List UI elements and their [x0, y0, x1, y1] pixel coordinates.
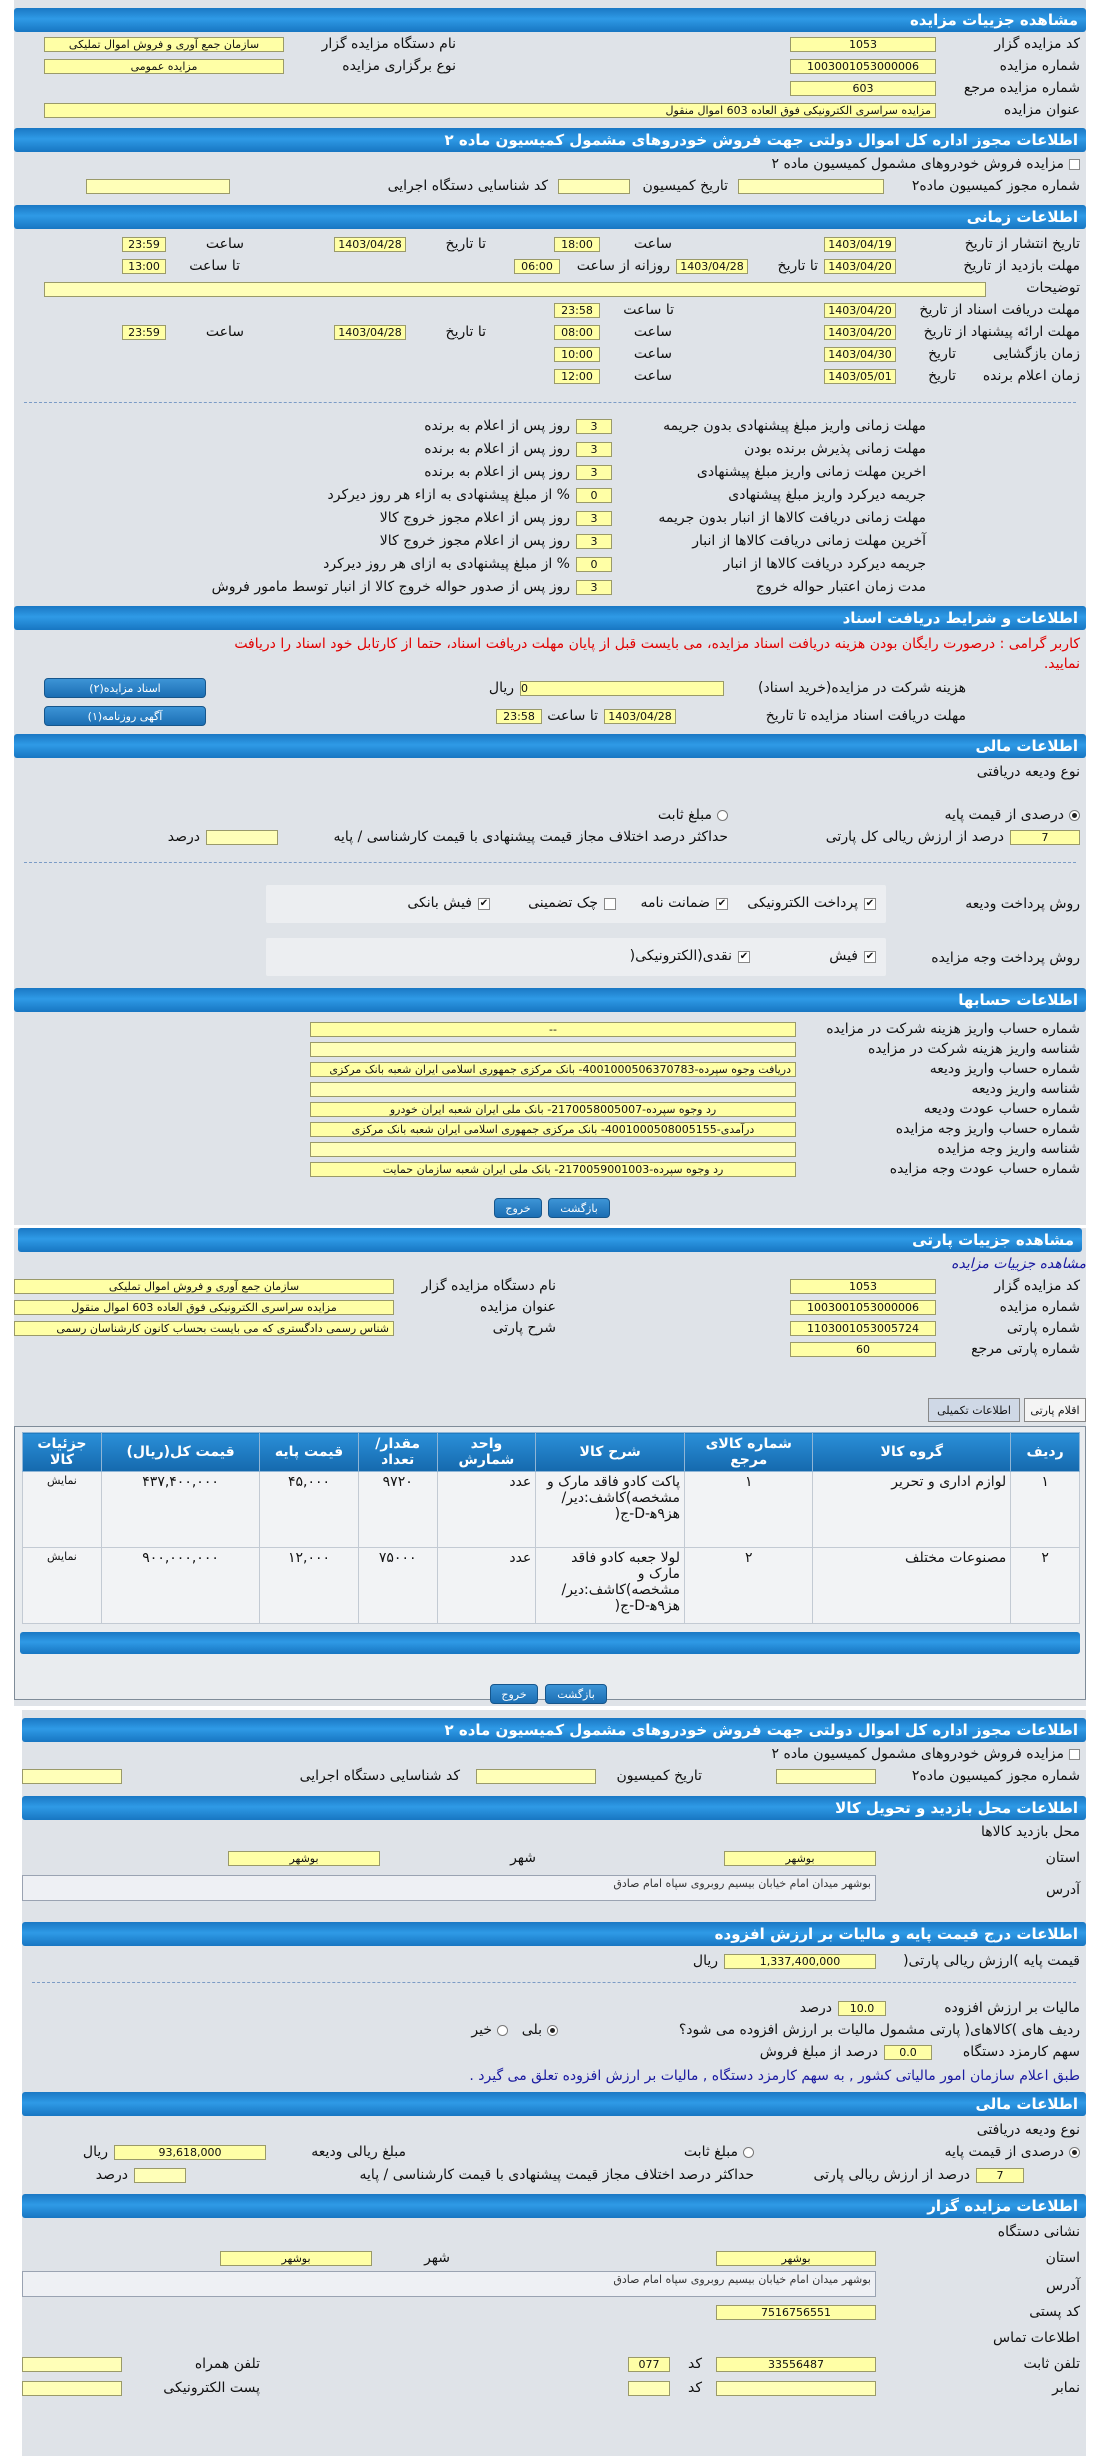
divider [32, 1982, 1076, 1983]
max-diff-unit: درصد [167, 829, 200, 845]
cell-desc: لولا جعبه کادو فاقد مارک و مشخصه)کاشف:دیر/ه‍ز۹ه‍-D-ج( [536, 1548, 685, 1624]
cell-base-price: ۱۲,۰۰۰ [260, 1548, 359, 1624]
tab-extra-info[interactable]: اطلاعات تکمیلی [928, 1398, 1020, 1422]
back-button[interactable]: بازگشت [545, 1684, 607, 1704]
docs-deadline-date-field: 1403/04/28 [604, 709, 676, 724]
open-date-label: تاریخ [928, 346, 956, 362]
show-details-link[interactable]: نمایش [23, 1472, 102, 1548]
party-address-label: آدرس [1046, 1882, 1080, 1898]
col-desc: شرح کالا [536, 1433, 685, 1472]
vat-label: مالیات بر ارزش افزوده [944, 2000, 1080, 2016]
permit-checkbox[interactable] [1069, 159, 1080, 170]
account-2-label: شناسه واریز هزینه شرکت در مزایده [867, 1041, 1080, 1057]
postal-code-field: 7516756551 [716, 2305, 876, 2320]
party-no-field: 1103001053005724 [790, 1321, 936, 1336]
deadline-8-unit: روز پس از صدور حواله خروج کالا از انبار توسط مامور فروش [211, 579, 570, 595]
deadline-1-label: مهلت زمانی واریز مبلغ پیشنهادی بدون جریمه [663, 418, 926, 434]
party-ref-field: 60 [790, 1342, 936, 1357]
party-extra-panel [22, 1710, 1086, 2456]
newspaper-ad-button[interactable]: آگهی روزنامه(۱) [44, 706, 206, 726]
pay-slip-checkbox[interactable]: ✔ [479, 898, 489, 909]
open-hour-field: 10:00 [554, 347, 600, 362]
party-no-label: شماره پارتی [1006, 1320, 1080, 1336]
exec-id-field-2 [22, 1769, 122, 1784]
party-city-label: شهر [510, 1850, 536, 1866]
base-price-label: قیمت پایه )ارزش ریالی پارتی( [903, 1953, 1080, 1969]
deposit-pct-field-2: 7 [976, 2168, 1024, 2183]
org-address-label: آدرس [1046, 2278, 1080, 2294]
pay-cash-label: نقدی(الکترونیکی( [629, 948, 732, 964]
org-name-label: نام دستگاه مزایده گزار [321, 36, 456, 52]
commission-date-label: تاریخ کمیسیون [642, 178, 728, 194]
deadline-7-field: 0 [576, 557, 612, 572]
pub-to-hour-label: ساعت [205, 236, 244, 252]
party-province-label: استان [1045, 1850, 1080, 1866]
vat-no-label: خیر [471, 2022, 492, 2038]
deadline-7-unit: % از مبلغ پیشنهادی به ازای هر روز دیرکرد [323, 556, 570, 572]
bid-hour-field: 08:00 [554, 325, 600, 340]
table-row [23, 1472, 1080, 1548]
party-details-panel [14, 1228, 1086, 1706]
bid-to-hour-label: ساعت [205, 324, 244, 340]
pct-base-label: درصدی از قیمت پایه [944, 807, 1064, 823]
permit-no-field-2 [776, 1769, 876, 1784]
auction-type-label: نوع برگزاری مزایده [342, 58, 456, 74]
visit-from-label: مهلت بازدید از تاریخ [963, 258, 1080, 274]
org-province-field: بوشهر [716, 2251, 876, 2266]
deadline-1-unit: روز پس از اعلام به برنده [424, 418, 570, 434]
open-hour-label: ساعت [633, 346, 672, 362]
fixed-amount-radio-2[interactable] [743, 2147, 754, 2158]
account-3-field: دریافت وجوه سپرده-4001000506370783- بانک مرکزی جمهوری اسلامی ایران شعبه بانک مرکزی [310, 1062, 796, 1077]
exec-id-field [86, 179, 230, 194]
pay-fish-checkbox[interactable]: ✔ [865, 951, 875, 962]
fax-label: نمابر [1052, 2380, 1080, 2396]
base-price-field: 1,337,400,000 [724, 1954, 876, 1969]
party-city-field: بوشهر [228, 1851, 380, 1866]
fixed-amount-radio[interactable] [717, 810, 728, 821]
items-header-row [23, 1433, 1080, 1472]
permit-checkbox-label: مزایده فروش خودروهای مشمول کمیسیون ماده ۲ [771, 156, 1064, 172]
deadline-4-field: 0 [576, 488, 612, 503]
winner-hour-field: 12:00 [554, 369, 600, 384]
deadline-5-unit: روز پس از اعلام مجوز خروج کالا [379, 510, 570, 526]
auction-pay-methods-box [266, 938, 886, 976]
pay-slip-label: فیش بانکی [407, 895, 472, 911]
deposit-pct-unit-2: درصد از ارزش ریالی پارتی [813, 2167, 970, 2183]
account-3-label: شماره حساب واریز ودیعه [929, 1061, 1080, 1077]
fee-share-unit: درصد از مبلغ فروش [759, 2044, 878, 2060]
deadline-3-unit: روز پس از اعلام به برنده [424, 464, 570, 480]
pub-to-field: 1403/04/28 [334, 237, 406, 252]
party-org-name-label: نام دستگاه مزایده گزار [421, 1278, 556, 1294]
exec-id-label: کد شناسایی دستگاه اجرایی [387, 178, 548, 194]
max-diff-field [206, 830, 278, 845]
party-auction-no-label: شماره مزایده [999, 1299, 1080, 1315]
deadline-8-field: 3 [576, 580, 612, 595]
divider [24, 862, 1076, 863]
docs-deadline-sep: تا ساعت [547, 708, 598, 724]
party-address-field: بوشهر میدان امام خیابان بیسیم روبروی سپاه امام صادق [22, 1875, 876, 1901]
visit-to-label: تا تاریخ [777, 258, 818, 274]
party-org-code-field: 1053 [790, 1279, 936, 1294]
deposit-amount-unit: ریال [82, 2144, 108, 2160]
cell-desc: پاکت کادو فاقد مارک و مشخصه)کاشف:دیر/ه‍ز۹ه‍-D-ج( [536, 1472, 685, 1548]
deadline-2-unit: روز پس از اعلام به برنده [424, 441, 570, 457]
desc-label: توضیحات [1026, 280, 1080, 296]
commission-date-field-2 [476, 1769, 596, 1784]
max-diff-label-2: حداکثر درصد اختلاف مجاز قیمت پیشنهادی با قیمت کارشناسی / پایه [359, 2167, 754, 2183]
cell-row-no: ۲ [1011, 1548, 1080, 1624]
vat-note: طبق اعلام سازمان امور مالیاتی کشور , به سهم کارمزد دستگاه , مالیات بر ارزش افزوده تعلق می گیرد . [469, 2068, 1080, 2084]
cell-row-no: ۱ [1011, 1472, 1080, 1548]
pay-guarantee-checkbox[interactable]: ✔ [717, 898, 727, 909]
section-header-permit-2: اطلاعات مجوز اداره کل اموال دولتی جهت فروش خودروهای مشمول کمیسیون ماده ۲ [22, 1718, 1086, 1742]
deadline-7-label: جریمه دیرکرد دریافت کالاها از انبار [723, 556, 926, 572]
docs-deadline-hour-field: 23:58 [496, 709, 542, 724]
bid-to-field: 1403/04/28 [334, 325, 406, 340]
exit-button[interactable]: خروج [494, 1198, 542, 1218]
base-price-unit: ریال [692, 1953, 718, 1969]
col-base-price: قیمت پایه [260, 1433, 359, 1472]
section-header-visit: اطلاعات محل بازدید و تحویل کالا [22, 1796, 1086, 1820]
vat-question-label: ردیف های )کالاهای( پارتی مشمول مالیات بر ارزش افزوده می شود؟ [678, 2022, 1080, 2038]
col-total: قیمت کل(ریال) [101, 1433, 259, 1472]
section-header-accounts: اطلاعات حسابها [14, 988, 1086, 1012]
party-ref-label: شماره پارتی مرجع [971, 1341, 1080, 1357]
doc-deadline-label: مهلت دریافت اسناد از تاریخ [919, 302, 1080, 318]
deposit-amount-field: 93,618,000 [114, 2145, 266, 2160]
deadline-5-field: 3 [576, 511, 612, 526]
mobile-label: تلفن همراه [194, 2356, 260, 2372]
col-unit: واحد شمارش [437, 1433, 536, 1472]
doc-deadline-field: 1403/04/20 [824, 303, 896, 318]
pay-fish-label: فیش [829, 948, 858, 964]
winner-date-field: 1403/05/01 [824, 369, 896, 384]
section-header-finance: اطلاعات مالی [14, 734, 1086, 758]
cell-qty: ۹۷۲۰ [358, 1472, 437, 1548]
tab-party-items[interactable]: اقلام پارتی [1024, 1398, 1086, 1422]
account-5-label: شماره حساب عودت ودیعه [923, 1101, 1080, 1117]
section-header-time: اطلاعات زمانی [14, 205, 1086, 229]
fixed-amount-label: مبلغ ثابت [657, 807, 712, 823]
visit-place-label: محل بازدید کالاها [980, 1824, 1080, 1840]
deposit-type-label-2: نوع ودیعه دریافتی [976, 2122, 1080, 2138]
account-6-label: شماره حساب واریز وجه مزایده [895, 1121, 1080, 1137]
max-diff-field-2 [134, 2168, 186, 2183]
permit-no-field [738, 179, 884, 194]
pub-hour-field: 18:00 [554, 237, 600, 252]
pub-from-label: تاریخ انتشار از تاریخ [964, 236, 1080, 252]
daily-from-field: 06:00 [514, 259, 560, 274]
mobile-field [22, 2357, 122, 2372]
account-6-field: درآمدی-4001000508005155- بانک مرکزی جمهوری اسلامی ایران شعبه بانک مرکزی [310, 1122, 796, 1137]
account-4-label: شناسه واریز ودیعه [971, 1081, 1080, 1097]
deposit-type-label: نوع ودیعه دریافتی [976, 764, 1080, 780]
party-org-name-field: سازمان جمع آوری و فروش اموال تملیکی [14, 1279, 394, 1294]
bid-from-label: مهلت ارائه پیشنهاد از تاریخ [923, 324, 1080, 340]
col-details: جزئیات کالا [23, 1433, 102, 1472]
section-header-finance-2: اطلاعات مالی [22, 2092, 1086, 2116]
ref-no-field: 603 [790, 81, 936, 96]
party-province-field: بوشهر [724, 1851, 876, 1866]
docs-deadline-label: مهلت دریافت اسناد مزایده تا تاریخ [765, 708, 966, 724]
permit-checkbox-2[interactable] [1069, 1749, 1080, 1760]
cell-total: ۹۰۰,۰۰۰,۰۰۰ [101, 1548, 259, 1624]
deadline-6-label: آخرین مهلت زمانی دریافت کالاها از انبار [692, 533, 926, 549]
cell-ref-item: ۱ [685, 1472, 813, 1548]
back-button[interactable]: بازگشت [548, 1198, 610, 1218]
cell-ref-item: ۲ [685, 1548, 813, 1624]
auction-no-field: 1003001053000006 [790, 59, 936, 74]
docs-fee-unit: ریال [488, 680, 514, 696]
deposit-amount-label: مبلغ ریالی ودیعه [311, 2144, 406, 2160]
deadline-2-label: مهلت زمانی پذیرش برنده بودن [743, 441, 926, 457]
pay-guarantee-label: ضمانت نامه [640, 895, 710, 911]
open-date-field: 1403/04/30 [824, 347, 896, 362]
phone-code-label: کد [687, 2356, 702, 2372]
col-row-no: ردیف [1011, 1433, 1080, 1472]
section-header-details: مشاهده جزییات مزایده [14, 8, 1086, 32]
org-name-field: سازمان جمع آوری و فروش اموال تملیکی [44, 37, 284, 52]
deposit-pct-unit: درصد از ارزش ریالی کل پارتی [825, 829, 1004, 845]
winner-time-label: زمان اعلام برنده [982, 368, 1080, 384]
pub-hour-label: ساعت [633, 236, 672, 252]
max-diff-unit-2: درصد [95, 2167, 128, 2183]
permit-checkbox-label-2: مزایده فروش خودروهای مشمول کمیسیون ماده ۲ [771, 1746, 1064, 1762]
winner-hour-label: ساعت [633, 368, 672, 384]
org-address-field: بوشهر میدان امام خیابان بیسیم روبروی سپاه امام صادق [22, 2271, 876, 2297]
daily-to-field: 13:00 [122, 259, 166, 274]
vat-yes-label: بلی [521, 2022, 542, 2038]
doc-deadline-hour-field: 23:58 [554, 303, 600, 318]
org-city-field: بوشهر [220, 2251, 372, 2266]
account-1-field: -- [310, 1022, 796, 1037]
max-diff-label: حداکثر درصد اختلاف مجاز قیمت پیشنهادی با قیمت کارشناسی / پایه [333, 829, 728, 845]
deadline-8-label: مدت زمان اعتبار حواله خروج [755, 579, 926, 595]
bid-from-field: 1403/04/20 [824, 325, 896, 340]
party-title-label: عنوان مزایده [479, 1299, 556, 1315]
fax-field [716, 2381, 876, 2396]
cell-unit: عدد [437, 1548, 536, 1624]
section-header-docs: اطلاعات و شرایط دریافت اسناد [14, 606, 1086, 630]
deposit-pay-method-label: روش پرداخت ودیعه [965, 896, 1080, 912]
table-footer-bar [20, 1632, 1080, 1654]
daily-from-label: روزانه از ساعت [576, 258, 670, 274]
cell-qty: ۷۵۰۰۰ [358, 1548, 437, 1624]
account-7-field [310, 1142, 796, 1157]
cell-total: ۴۳۷,۴۰۰,۰۰۰ [101, 1472, 259, 1548]
divider [24, 402, 1076, 403]
party-desc-label: شرح پارتی [492, 1320, 556, 1336]
phone-label: تلفن ثابت [1023, 2356, 1080, 2372]
pub-to-hour-field: 23:59 [122, 237, 166, 252]
ref-no-label: شماره مزایده مرجع [963, 80, 1080, 96]
cell-base-price: ۴۵,۰۰۰ [260, 1472, 359, 1548]
visit-to-field: 1403/04/28 [676, 259, 748, 274]
email-field [22, 2381, 122, 2396]
account-1-label: شماره حساب واریز هزینه شرکت در مزایده [826, 1021, 1080, 1037]
postal-code-label: کد پستی [1029, 2304, 1080, 2320]
deposit-pct-field: 7 [1010, 830, 1080, 845]
winner-date-label: تاریخ [928, 368, 956, 384]
org-code-label: کد مزایده گزار [994, 36, 1080, 52]
pay-electronic-checkbox[interactable]: ✔ [865, 898, 875, 909]
bid-to-label: تا تاریخ [445, 324, 486, 340]
permit-no-label: شماره مجوز کمیسیون ماده۲ [911, 178, 1080, 194]
org-province-label: استان [1045, 2250, 1080, 2266]
fax-code-label: کد [687, 2380, 702, 2396]
title-label: عنوان مزایده [1003, 102, 1080, 118]
cell-unit: عدد [437, 1472, 536, 1548]
pay-cheque-label: چک تضمینی [528, 895, 598, 911]
party-desc-field: شناس رسمی دادگستری که می بایست بحساب کانون کارشناسان رسمی [14, 1321, 394, 1336]
auction-no-label: شماره مزایده [999, 58, 1080, 74]
vat-unit: درصد [799, 2000, 832, 2016]
docs-fee-label: هزینه شرکت در مزایده(خرید اسناد) [758, 680, 966, 696]
pct-base-radio-2[interactable] [1069, 2147, 1080, 2158]
col-qty: مقدار/ تعداد [358, 1433, 437, 1472]
party-org-code-label: کد مزایده گزار [994, 1278, 1080, 1294]
items-table [22, 1432, 1080, 1624]
auction-type-field: مزایده عمومی [44, 59, 284, 74]
pay-cash-checkbox[interactable]: ✔ [739, 951, 749, 962]
account-7-label: شناسه واریز وجه مزایده [937, 1141, 1080, 1157]
doc-deadline-to-label: تا ساعت [623, 302, 674, 318]
open-time-label: زمان بازگشایی [992, 346, 1080, 362]
vat-yes-radio[interactable] [547, 2025, 558, 2036]
deadline-4-label: جریمه دیرکرد واریز مبلغ پیشنهادی [728, 487, 926, 503]
exit-button[interactable]: خروج [490, 1684, 538, 1704]
phone-code-field: 077 [628, 2357, 670, 2372]
daily-to-label: تا ساعت [189, 258, 240, 274]
account-4-field [310, 1082, 796, 1097]
visit-from-field: 1403/04/20 [824, 259, 896, 274]
bid-to-hour-field: 23:59 [122, 325, 166, 340]
permit-no-label-2: شماره مجوز کمیسیون ماده۲ [911, 1768, 1080, 1784]
org-code-field: 1053 [790, 37, 936, 52]
auction-details-panel [14, 0, 1086, 1225]
col-ref-item: شماره کالای مرجع [685, 1433, 813, 1472]
fixed-amount-label-2: مبلغ ثابت [683, 2144, 738, 2160]
vat-field: 10.0 [838, 2001, 886, 2016]
org-address-title: نشانی دستگاه [997, 2224, 1080, 2240]
deadline-4-unit: % از مبلغ پیشنهادی به ازاء هر روز دیرکرد [327, 487, 570, 503]
deadline-2-field: 3 [576, 442, 612, 457]
desc-field [44, 282, 986, 297]
col-group: گروه کالا [813, 1433, 1011, 1472]
party-auction-no-field: 1003001053000006 [790, 1300, 936, 1315]
deadline-5-label: مهلت زمانی دریافت کالاها از انبار بدون جریمه [658, 510, 926, 526]
pub-from-field: 1403/04/19 [824, 237, 896, 252]
section-header-organizer: اطلاعات مزایده گزار [22, 2194, 1086, 2218]
deadline-1-field: 3 [576, 419, 612, 434]
commission-date-label-2: تاریخ کمیسیون [616, 1768, 702, 1784]
pub-to-label: تا تاریخ [445, 236, 486, 252]
bid-hour-label: ساعت [633, 324, 672, 340]
deadline-6-unit: روز پس از اعلام مجوز خروج کالا [379, 533, 570, 549]
deadline-3-field: 3 [576, 465, 612, 480]
vat-no-radio[interactable] [497, 2025, 508, 2036]
commission-date-field [558, 179, 630, 194]
pay-cheque-checkbox[interactable] [604, 898, 616, 910]
account-5-field: رد وجوه سپرده-2170058005007- بانک ملی ایران شعبه ایران خودرو [310, 1102, 796, 1117]
table-row [23, 1548, 1080, 1624]
fee-share-label: سهم کارمزد دستگاه [962, 2044, 1080, 2060]
deadline-3-label: اخرین مهلت زمانی واریز مبلغ پیشنهادی [696, 464, 926, 480]
section-header-party: مشاهده جزییات پارتی [18, 1228, 1082, 1252]
fee-share-field: 0.0 [884, 2045, 932, 2060]
phone-field: 33556487 [716, 2357, 876, 2372]
party-title-field: مزایده سراسری الکترونیکی فوق العاده 603 اموال منقول [14, 1300, 394, 1315]
contact-title: اطلاعات تماس [993, 2330, 1080, 2346]
pct-base-radio[interactable] [1069, 810, 1080, 821]
account-8-label: شماره حساب عودت وجه مزایده [889, 1161, 1080, 1177]
title-field: مزایده سراسری الکترونیکی فوق العاده 603 اموال منقول [44, 103, 936, 118]
pct-base-label-2: درصدی از قیمت پایه [944, 2144, 1064, 2160]
section-header-price: اطلاعات درج قیمت پایه و مالیات بر ارزش افزوده [22, 1922, 1086, 1946]
email-label: پست الکترونیکی [163, 2380, 260, 2396]
show-details-link[interactable]: نمایش [23, 1548, 102, 1624]
fax-code-field [628, 2381, 670, 2396]
auction-pay-method-label: روش پرداخت وجه مزایده [931, 950, 1080, 966]
pay-electronic-label: پرداخت الکترونیکی [747, 895, 858, 911]
cell-group: مصنوعات مختلف [813, 1548, 1011, 1624]
auction-details-link[interactable]: مشاهده جزییات مزایده [951, 1256, 1086, 1272]
deadline-6-field: 3 [576, 534, 612, 549]
docs-note: کاربر گرامی : درصورت رایگان بودن هزینه دریافت اسناد مزایده، می بایست قبل از پایان مهلت دریافت اسناد، حتما از کارتابل خود اسناد را دریافت نمایید. [234, 636, 1080, 672]
section-header-permit: اطلاعات مجوز اداره کل اموال دولتی جهت فروش خودروهای مشمول کمیسیون ماده ۲ [14, 128, 1086, 152]
cell-group: لوازم اداری و تحریر [813, 1472, 1011, 1548]
exec-id-label-2: کد شناسایی دستگاه اجرایی [299, 1768, 460, 1784]
account-8-field: رد وجوه سپرده-2170059001003- بانک ملی ایران شعبه سازمان حمایت [310, 1162, 796, 1177]
account-2-field [310, 1042, 796, 1057]
auction-docs-button[interactable]: اسناد مزایده(۲) [44, 678, 206, 698]
docs-fee-field: 0 [520, 681, 724, 696]
org-city-label: شهر [424, 2250, 450, 2266]
